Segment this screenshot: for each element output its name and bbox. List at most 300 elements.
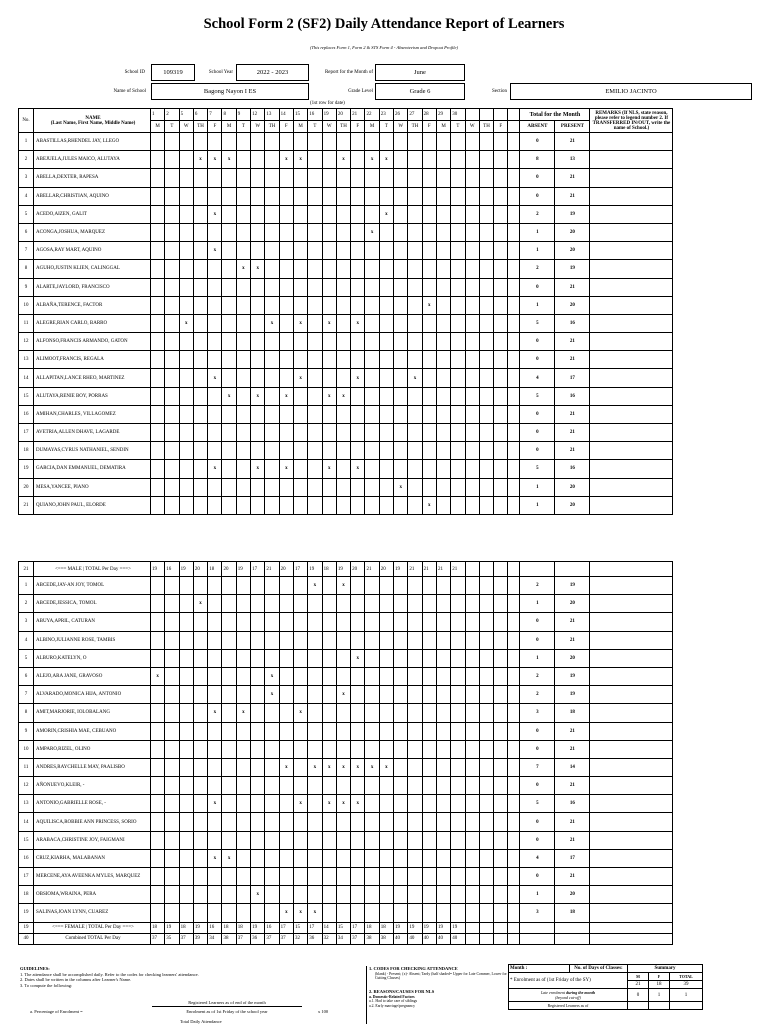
attendance-cell[interactable] (451, 577, 465, 595)
attendance-cell[interactable] (322, 187, 336, 205)
attendance-cell[interactable] (236, 133, 250, 151)
attendance-cell[interactable]: x (236, 260, 250, 278)
attendance-cell[interactable] (422, 595, 436, 613)
attendance-cell[interactable] (336, 777, 350, 795)
remarks-cell[interactable] (590, 795, 673, 813)
attendance-cell[interactable] (379, 333, 393, 351)
attendance-cell[interactable] (322, 242, 336, 260)
attendance-cell[interactable] (479, 849, 493, 867)
attendance-cell[interactable]: x (208, 205, 222, 223)
attendance-cell[interactable] (208, 424, 222, 442)
attendance-cell[interactable] (422, 351, 436, 369)
attendance-cell[interactable] (379, 686, 393, 704)
attendance-cell[interactable] (451, 886, 465, 904)
attendance-cell[interactable] (436, 133, 450, 151)
attendance-cell[interactable] (322, 613, 336, 631)
attendance-cell[interactable] (408, 686, 422, 704)
attendance-cell[interactable] (494, 496, 508, 514)
attendance-cell[interactable] (251, 831, 265, 849)
attendance-cell[interactable] (451, 278, 465, 296)
remarks-cell[interactable] (590, 496, 673, 514)
attendance-cell[interactable] (208, 260, 222, 278)
attendance-cell[interactable] (222, 813, 236, 831)
attendance-cell[interactable] (379, 904, 393, 922)
remarks-cell[interactable] (590, 187, 673, 205)
attendance-cell[interactable] (465, 577, 479, 595)
attendance-cell[interactable] (251, 795, 265, 813)
attendance-cell[interactable] (336, 260, 350, 278)
attendance-cell[interactable] (193, 424, 207, 442)
attendance-cell[interactable] (436, 260, 450, 278)
attendance-cell[interactable] (379, 405, 393, 423)
attendance-cell[interactable]: x (279, 758, 293, 776)
attendance-cell[interactable] (236, 387, 250, 405)
attendance-cell[interactable] (265, 595, 279, 613)
attendance-cell[interactable] (151, 649, 165, 667)
attendance-cell[interactable] (165, 242, 179, 260)
attendance-cell[interactable]: x (379, 758, 393, 776)
attendance-cell[interactable] (293, 777, 307, 795)
attendance-cell[interactable] (322, 478, 336, 496)
attendance-cell[interactable] (179, 667, 193, 685)
attendance-cell[interactable]: x (365, 758, 379, 776)
attendance-cell[interactable] (379, 722, 393, 740)
attendance-cell[interactable] (208, 169, 222, 187)
attendance-cell[interactable] (308, 296, 322, 314)
attendance-cell[interactable] (265, 631, 279, 649)
attendance-cell[interactable] (436, 460, 450, 478)
attendance-cell[interactable] (193, 314, 207, 332)
attendance-cell[interactable] (251, 667, 265, 685)
attendance-cell[interactable] (479, 242, 493, 260)
attendance-cell[interactable] (451, 205, 465, 223)
attendance-cell[interactable] (236, 333, 250, 351)
attendance-cell[interactable] (165, 577, 179, 595)
attendance-cell[interactable] (351, 387, 365, 405)
attendance-cell[interactable] (479, 613, 493, 631)
attendance-cell[interactable] (208, 886, 222, 904)
attendance-cell[interactable] (236, 314, 250, 332)
attendance-cell[interactable] (365, 369, 379, 387)
attendance-cell[interactable] (336, 704, 350, 722)
attendance-cell[interactable] (351, 242, 365, 260)
attendance-cell[interactable] (494, 649, 508, 667)
attendance-cell[interactable] (265, 442, 279, 460)
attendance-cell[interactable] (408, 649, 422, 667)
attendance-cell[interactable] (394, 831, 408, 849)
attendance-cell[interactable] (293, 740, 307, 758)
attendance-cell[interactable] (236, 831, 250, 849)
attendance-cell[interactable] (222, 496, 236, 514)
remarks-cell[interactable] (590, 813, 673, 831)
remarks-cell[interactable] (590, 849, 673, 867)
attendance-cell[interactable] (479, 886, 493, 904)
attendance-cell[interactable] (494, 478, 508, 496)
attendance-cell[interactable] (322, 369, 336, 387)
attendance-cell[interactable] (451, 442, 465, 460)
attendance-cell[interactable] (151, 849, 165, 867)
attendance-cell[interactable] (436, 478, 450, 496)
attendance-cell[interactable]: x (322, 758, 336, 776)
attendance-cell[interactable] (394, 133, 408, 151)
attendance-cell[interactable] (422, 722, 436, 740)
attendance-cell[interactable] (336, 595, 350, 613)
attendance-cell[interactable] (279, 369, 293, 387)
attendance-cell[interactable] (379, 886, 393, 904)
attendance-cell[interactable] (308, 278, 322, 296)
attendance-cell[interactable] (151, 831, 165, 849)
remarks-cell[interactable] (590, 460, 673, 478)
attendance-cell[interactable] (465, 704, 479, 722)
attendance-cell[interactable] (494, 831, 508, 849)
attendance-cell[interactable] (193, 649, 207, 667)
attendance-cell[interactable] (236, 405, 250, 423)
attendance-cell[interactable] (494, 849, 508, 867)
attendance-cell[interactable] (193, 260, 207, 278)
attendance-cell[interactable] (379, 242, 393, 260)
attendance-cell[interactable] (279, 795, 293, 813)
attendance-cell[interactable] (322, 205, 336, 223)
attendance-cell[interactable] (222, 460, 236, 478)
attendance-cell[interactable]: x (265, 314, 279, 332)
attendance-cell[interactable] (308, 831, 322, 849)
attendance-cell[interactable]: x (293, 704, 307, 722)
attendance-cell[interactable] (465, 369, 479, 387)
attendance-cell[interactable] (293, 424, 307, 442)
attendance-cell[interactable] (394, 296, 408, 314)
attendance-cell[interactable]: x (265, 667, 279, 685)
attendance-cell[interactable] (379, 314, 393, 332)
attendance-cell[interactable] (465, 631, 479, 649)
remarks-cell[interactable] (590, 133, 673, 151)
attendance-cell[interactable] (222, 777, 236, 795)
attendance-cell[interactable] (422, 577, 436, 595)
attendance-cell[interactable] (408, 631, 422, 649)
attendance-cell[interactable] (394, 187, 408, 205)
attendance-cell[interactable] (179, 296, 193, 314)
attendance-cell[interactable] (293, 460, 307, 478)
attendance-cell[interactable] (451, 478, 465, 496)
attendance-cell[interactable] (422, 460, 436, 478)
attendance-cell[interactable] (479, 223, 493, 241)
attendance-cell[interactable] (293, 831, 307, 849)
attendance-cell[interactable] (494, 260, 508, 278)
attendance-cell[interactable] (265, 169, 279, 187)
remarks-cell[interactable] (590, 387, 673, 405)
attendance-cell[interactable] (408, 278, 422, 296)
attendance-cell[interactable] (151, 296, 165, 314)
attendance-cell[interactable] (436, 278, 450, 296)
attendance-cell[interactable] (151, 722, 165, 740)
attendance-cell[interactable] (151, 151, 165, 169)
attendance-cell[interactable] (365, 813, 379, 831)
attendance-cell[interactable]: x (336, 686, 350, 704)
attendance-cell[interactable] (436, 595, 450, 613)
attendance-cell[interactable] (422, 314, 436, 332)
attendance-cell[interactable] (308, 442, 322, 460)
attendance-cell[interactable] (308, 704, 322, 722)
attendance-cell[interactable] (193, 722, 207, 740)
remarks-cell[interactable] (590, 169, 673, 187)
attendance-cell[interactable] (351, 631, 365, 649)
attendance-cell[interactable] (251, 369, 265, 387)
attendance-cell[interactable]: x (379, 151, 393, 169)
attendance-cell[interactable] (379, 649, 393, 667)
attendance-cell[interactable] (208, 831, 222, 849)
attendance-cell[interactable] (394, 686, 408, 704)
attendance-cell[interactable] (422, 904, 436, 922)
attendance-cell[interactable] (208, 405, 222, 423)
attendance-cell[interactable] (408, 868, 422, 886)
attendance-cell[interactable] (451, 595, 465, 613)
attendance-cell[interactable] (479, 187, 493, 205)
attendance-cell[interactable] (222, 133, 236, 151)
attendance-cell[interactable] (494, 351, 508, 369)
attendance-cell[interactable] (279, 831, 293, 849)
attendance-cell[interactable] (208, 722, 222, 740)
attendance-cell[interactable] (379, 577, 393, 595)
attendance-cell[interactable] (336, 314, 350, 332)
attendance-cell[interactable] (193, 405, 207, 423)
attendance-cell[interactable] (408, 795, 422, 813)
attendance-cell[interactable] (265, 849, 279, 867)
attendance-cell[interactable] (265, 387, 279, 405)
attendance-cell[interactable] (351, 151, 365, 169)
attendance-cell[interactable] (236, 478, 250, 496)
attendance-cell[interactable] (394, 577, 408, 595)
attendance-cell[interactable] (336, 496, 350, 514)
attendance-cell[interactable] (494, 424, 508, 442)
attendance-cell[interactable] (436, 496, 450, 514)
attendance-cell[interactable] (365, 631, 379, 649)
attendance-cell[interactable] (179, 777, 193, 795)
attendance-cell[interactable] (494, 795, 508, 813)
attendance-cell[interactable] (336, 667, 350, 685)
attendance-cell[interactable]: x (379, 205, 393, 223)
attendance-cell[interactable] (494, 740, 508, 758)
attendance-cell[interactable]: x (179, 314, 193, 332)
attendance-cell[interactable] (179, 405, 193, 423)
attendance-cell[interactable] (322, 333, 336, 351)
attendance-cell[interactable] (465, 496, 479, 514)
attendance-cell[interactable] (365, 496, 379, 514)
attendance-cell[interactable] (394, 442, 408, 460)
attendance-cell[interactable] (151, 442, 165, 460)
attendance-cell[interactable] (251, 351, 265, 369)
attendance-cell[interactable] (365, 649, 379, 667)
attendance-cell[interactable] (351, 868, 365, 886)
attendance-cell[interactable] (379, 496, 393, 514)
attendance-cell[interactable] (151, 333, 165, 351)
attendance-cell[interactable] (465, 740, 479, 758)
attendance-cell[interactable] (479, 722, 493, 740)
attendance-cell[interactable] (465, 296, 479, 314)
attendance-cell[interactable] (351, 442, 365, 460)
attendance-cell[interactable] (293, 686, 307, 704)
attendance-cell[interactable]: x (151, 667, 165, 685)
attendance-cell[interactable] (351, 613, 365, 631)
attendance-cell[interactable] (193, 278, 207, 296)
attendance-cell[interactable] (151, 187, 165, 205)
attendance-cell[interactable] (308, 405, 322, 423)
attendance-cell[interactable]: x (365, 151, 379, 169)
attendance-cell[interactable] (494, 613, 508, 631)
attendance-cell[interactable] (279, 496, 293, 514)
attendance-cell[interactable] (351, 577, 365, 595)
attendance-cell[interactable] (265, 151, 279, 169)
attendance-cell[interactable]: x (251, 886, 265, 904)
attendance-cell[interactable] (279, 704, 293, 722)
attendance-cell[interactable] (494, 758, 508, 776)
attendance-cell[interactable] (365, 351, 379, 369)
attendance-cell[interactable] (251, 722, 265, 740)
attendance-cell[interactable] (279, 577, 293, 595)
remarks-cell[interactable] (590, 260, 673, 278)
attendance-cell[interactable] (336, 187, 350, 205)
attendance-cell[interactable] (236, 205, 250, 223)
attendance-cell[interactable] (151, 278, 165, 296)
attendance-cell[interactable]: x (208, 460, 222, 478)
attendance-cell[interactable] (165, 333, 179, 351)
attendance-cell[interactable] (479, 205, 493, 223)
attendance-cell[interactable] (265, 868, 279, 886)
attendance-cell[interactable] (151, 704, 165, 722)
attendance-cell[interactable] (165, 460, 179, 478)
attendance-cell[interactable] (208, 223, 222, 241)
attendance-cell[interactable] (322, 631, 336, 649)
attendance-cell[interactable] (365, 595, 379, 613)
attendance-cell[interactable] (279, 478, 293, 496)
attendance-cell[interactable] (451, 777, 465, 795)
attendance-cell[interactable] (279, 777, 293, 795)
attendance-cell[interactable] (351, 133, 365, 151)
attendance-cell[interactable] (251, 686, 265, 704)
attendance-cell[interactable] (379, 667, 393, 685)
attendance-cell[interactable] (365, 722, 379, 740)
attendance-cell[interactable] (465, 649, 479, 667)
attendance-cell[interactable] (494, 333, 508, 351)
attendance-cell[interactable] (322, 442, 336, 460)
attendance-cell[interactable] (394, 424, 408, 442)
attendance-cell[interactable] (308, 777, 322, 795)
attendance-cell[interactable] (236, 242, 250, 260)
attendance-cell[interactable] (479, 151, 493, 169)
attendance-cell[interactable] (494, 631, 508, 649)
attendance-cell[interactable] (408, 849, 422, 867)
attendance-cell[interactable] (394, 314, 408, 332)
attendance-cell[interactable] (451, 813, 465, 831)
attendance-cell[interactable] (222, 187, 236, 205)
attendance-cell[interactable] (179, 740, 193, 758)
attendance-cell[interactable]: x (408, 369, 422, 387)
attendance-cell[interactable] (279, 169, 293, 187)
attendance-cell[interactable] (422, 187, 436, 205)
attendance-cell[interactable] (494, 205, 508, 223)
attendance-cell[interactable] (436, 740, 450, 758)
attendance-cell[interactable] (436, 758, 450, 776)
attendance-cell[interactable] (151, 758, 165, 776)
attendance-cell[interactable] (408, 242, 422, 260)
attendance-cell[interactable] (151, 169, 165, 187)
attendance-cell[interactable] (408, 169, 422, 187)
attendance-cell[interactable] (265, 242, 279, 260)
attendance-cell[interactable] (336, 849, 350, 867)
attendance-cell[interactable] (336, 424, 350, 442)
attendance-cell[interactable] (451, 333, 465, 351)
attendance-cell[interactable] (293, 169, 307, 187)
attendance-cell[interactable] (408, 886, 422, 904)
attendance-cell[interactable] (251, 405, 265, 423)
attendance-cell[interactable] (479, 831, 493, 849)
attendance-cell[interactable] (351, 904, 365, 922)
attendance-cell[interactable] (351, 831, 365, 849)
attendance-cell[interactable] (336, 813, 350, 831)
attendance-cell[interactable] (422, 667, 436, 685)
attendance-cell[interactable] (293, 405, 307, 423)
attendance-cell[interactable] (222, 577, 236, 595)
attendance-cell[interactable] (265, 187, 279, 205)
attendance-cell[interactable] (265, 205, 279, 223)
attendance-cell[interactable] (494, 813, 508, 831)
attendance-cell[interactable] (308, 242, 322, 260)
attendance-cell[interactable] (151, 242, 165, 260)
attendance-cell[interactable] (351, 849, 365, 867)
attendance-cell[interactable] (265, 758, 279, 776)
attendance-cell[interactable] (451, 849, 465, 867)
attendance-cell[interactable] (279, 686, 293, 704)
attendance-cell[interactable] (336, 133, 350, 151)
attendance-cell[interactable] (165, 496, 179, 514)
attendance-cell[interactable] (236, 460, 250, 478)
attendance-cell[interactable] (208, 813, 222, 831)
attendance-cell[interactable] (394, 260, 408, 278)
attendance-cell[interactable] (365, 577, 379, 595)
attendance-cell[interactable] (293, 133, 307, 151)
attendance-cell[interactable] (379, 777, 393, 795)
attendance-cell[interactable] (179, 478, 193, 496)
attendance-cell[interactable] (165, 686, 179, 704)
attendance-cell[interactable] (351, 667, 365, 685)
attendance-cell[interactable] (494, 278, 508, 296)
attendance-cell[interactable] (236, 223, 250, 241)
attendance-cell[interactable]: x (336, 577, 350, 595)
attendance-cell[interactable] (322, 667, 336, 685)
attendance-cell[interactable] (222, 631, 236, 649)
attendance-cell[interactable] (436, 795, 450, 813)
attendance-cell[interactable] (279, 314, 293, 332)
attendance-cell[interactable] (394, 631, 408, 649)
attendance-cell[interactable] (408, 740, 422, 758)
attendance-cell[interactable] (436, 351, 450, 369)
attendance-cell[interactable] (322, 577, 336, 595)
attendance-cell[interactable] (193, 496, 207, 514)
attendance-cell[interactable] (379, 223, 393, 241)
attendance-cell[interactable] (308, 205, 322, 223)
attendance-cell[interactable] (193, 777, 207, 795)
attendance-cell[interactable] (165, 351, 179, 369)
attendance-cell[interactable] (422, 169, 436, 187)
attendance-cell[interactable] (379, 813, 393, 831)
attendance-cell[interactable] (436, 442, 450, 460)
attendance-cell[interactable] (365, 460, 379, 478)
attendance-cell[interactable] (422, 405, 436, 423)
attendance-cell[interactable] (494, 777, 508, 795)
attendance-cell[interactable] (351, 278, 365, 296)
attendance-cell[interactable] (265, 424, 279, 442)
attendance-cell[interactable] (293, 849, 307, 867)
attendance-cell[interactable] (293, 813, 307, 831)
attendance-cell[interactable] (279, 351, 293, 369)
